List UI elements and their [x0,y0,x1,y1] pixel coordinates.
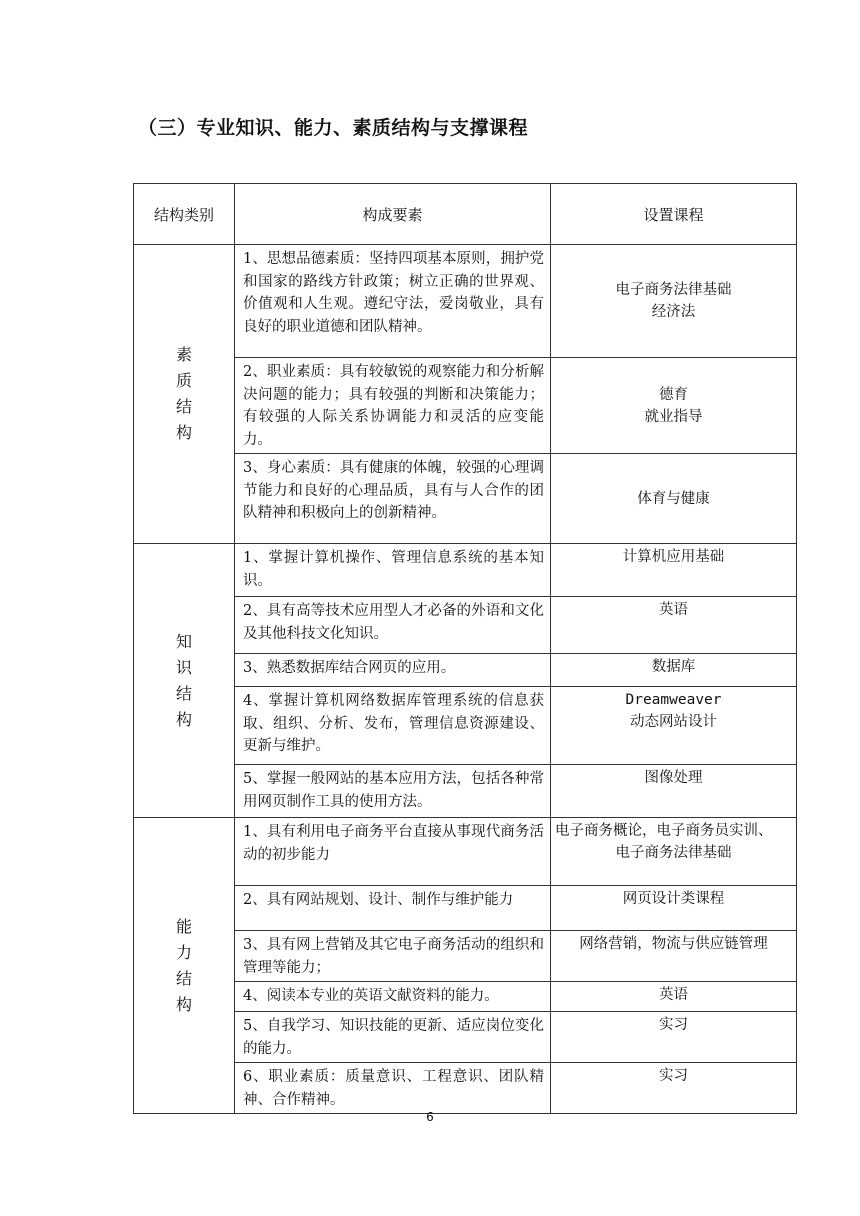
element-cell: 3、身心素质：具有健康的体魄，较强的心理调节能力和良好的心理品质，具有与人合作的团队精神和积极向上的创新精神。 [235,454,551,544]
course-cell [551,687,797,765]
course-item: 电子商务法律基础 [615,845,732,861]
course-cell [551,245,797,358]
course-cell [551,982,797,1012]
course-cell [551,931,797,982]
element-cell: 3、具有网上营销及其它电子商务活动的组织和管理等能力； [235,931,551,982]
element-cell: 4、掌握计算机网络数据库管理系统的信息获取、组织、分析、发布，管理信息资源建设、更新与维护。 [235,687,551,765]
course-cell [551,1063,797,1114]
course-item: Dreamweaver [625,692,722,708]
course-item: 英语 [659,602,688,618]
course-cell [551,358,797,454]
category-cell [134,544,235,818]
section-heading: （三）专业知识、能力、素质结构与支撑课程 [138,117,529,139]
element-cell: 3、熟悉数据库结合网页的应用。 [235,654,551,687]
course-item: 英语 [659,987,688,1003]
course-item: 数据库 [651,659,696,675]
table-row [134,544,797,597]
element-cell: 2、具有高等技术应用型人才必备的外语和文化及其他科技文化知识。 [235,597,551,654]
header-course: 设置课程 [551,184,797,245]
course-cell [551,818,797,886]
course-item: 电子商务法律基础 [615,282,732,298]
structure-table [133,183,797,1114]
course-item: 经济法 [651,304,696,320]
category-label: 素质结构 [176,345,193,442]
table-row [134,245,797,358]
header-category: 结构类别 [134,184,235,245]
category-cell [134,245,235,544]
element-cell: 5、掌握一般网站的基本应用方法，包括各种常用网页制作工具的使用方法。 [235,765,551,818]
course-cell [551,544,797,597]
course-item: 网页设计类课程 [622,891,725,907]
course-item: 网络营销，物流与供应链管理 [579,936,768,952]
course-cell [551,454,797,544]
course-cell [551,765,797,818]
course-item: 动态网站设计 [630,714,717,730]
course-cell [551,886,797,931]
element-cell: 4、阅读本专业的英语文献资料的能力。 [235,982,551,1012]
course-item: 体育与健康 [637,490,710,507]
course-item: 就业指导 [644,408,703,425]
course-item: 实习 [659,1068,688,1084]
element-cell: 1、具有利用电子商务平台直接从事现代商务活动的初步能力 [235,818,551,886]
element-cell: 5、自我学习、知识技能的更新、适应岗位变化的能力。 [235,1012,551,1063]
course-cell [551,597,797,654]
category-cell [134,818,235,1114]
course-item: 图像处理 [644,770,703,786]
course-item: 电子商务概论，电子商务员实训、 [555,823,773,839]
element-cell: 1、掌握计算机操作、管理信息系统的基本知识。 [235,544,551,597]
course-item: 德育 [659,386,688,403]
element-cell: 2、职业素质：具有较敏锐的观察能力和分析解决问题的能力；具有较强的判断和决策能力；有较强的人际关系协调能力和灵活的应变能力。 [235,358,551,454]
category-label: 知识结构 [176,631,193,729]
element-cell: 2、具有网站规划、设计、制作与维护能力 [235,886,551,931]
header-element: 构成要素 [235,184,551,245]
category-label: 能力结构 [176,916,193,1014]
course-cell [551,1012,797,1063]
page-number: 6 [426,1110,434,1124]
course-cell [551,654,797,687]
course-item: 实习 [659,1017,688,1033]
element-cell: 1、思想品德素质：坚持四项基本原则，拥护党和国家的路线方针政策；树立正确的世界观、价值观和人生观。遵纪守法，爱岗敬业，具有良好的职业道德和团队精神。 [235,245,551,358]
table-header-row [134,184,797,245]
element-cell: 6、职业素质：质量意识、工程意识、团队精神、合作精神。 [235,1063,551,1114]
table-row [134,818,797,886]
course-item: 计算机应用基础 [622,549,725,565]
